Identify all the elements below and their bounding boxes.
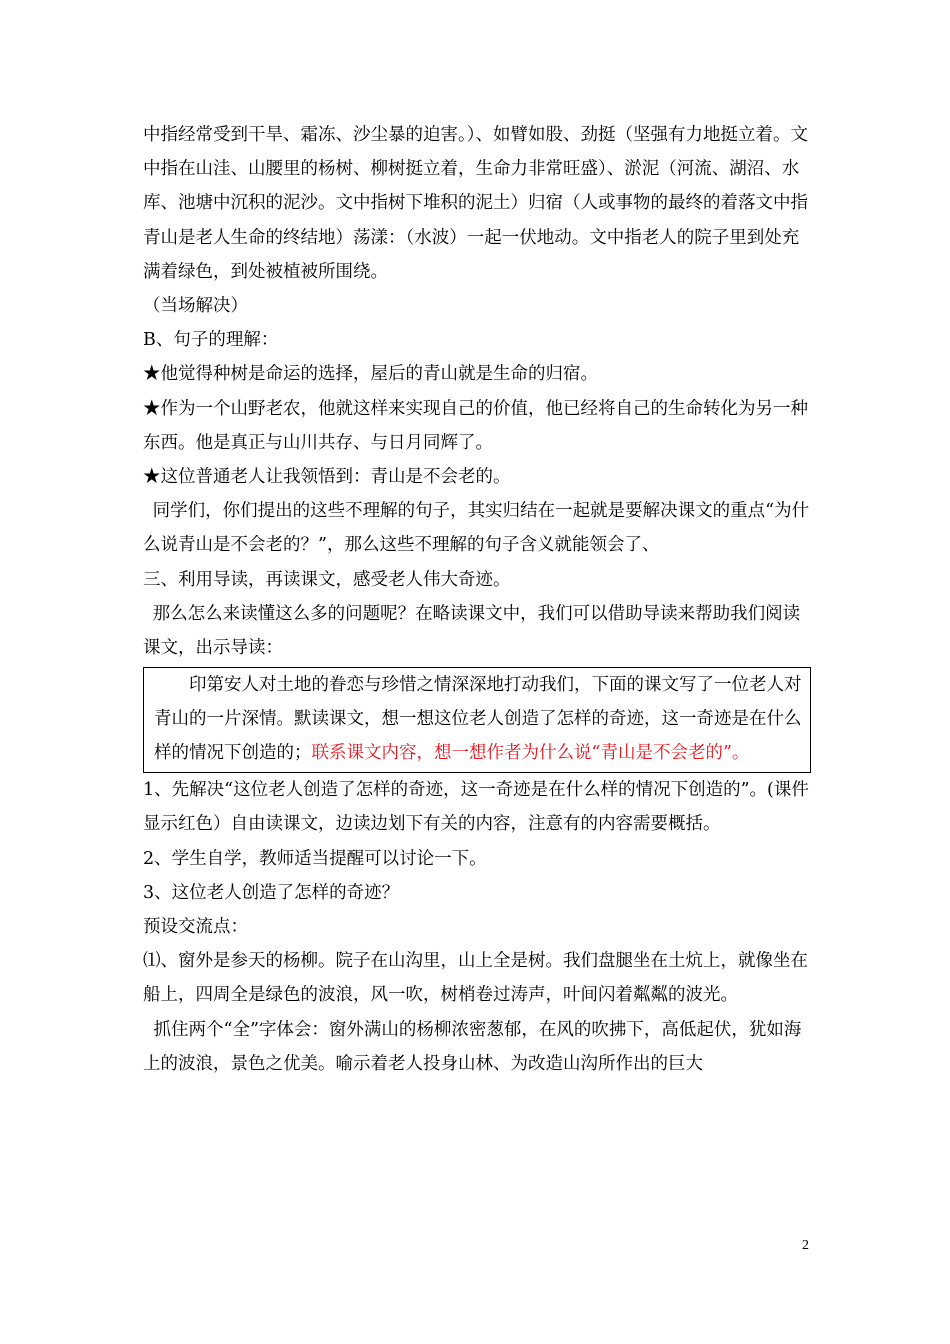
starred-sentence-1: ★他觉得种树是命运的选择，屋后的青山就是生命的归宿。 — [143, 364, 598, 385]
reading-guide-text-red: 联系课文内容，想一想作者为什么说“青山是不会老的”。 — [311, 743, 750, 764]
starred-sentence-2: ★作为一个山野老农，他就这样来实现自己的价值，他已经将自己的生命转化为另一种东西。他是真正与山川共存、与日月同辉了。 — [143, 398, 808, 453]
heading-sentence-understanding: B、句子的理解： — [143, 330, 279, 351]
step-3: 3、这位老人创造了怎样的奇迹？ — [143, 882, 400, 903]
paragraph-analysis: 抓住两个“全”字体会：窗外满山的杨柳浓密葱郁，在风的吹拂下，高低起伏，犹如海上的波浪，景色之优美。喻示着老人投身山林、为改造山沟所作出的巨大 — [143, 1019, 802, 1074]
starred-sentence-3: ★这位普通老人让我领悟到：青山是不会老的。 — [143, 467, 511, 488]
page-number: 2 — [802, 1238, 809, 1253]
step-2: 2、学生自学，教师适当提醒可以讨论一下。 — [143, 848, 487, 869]
step-1: 1、先解决“这位老人创造了怎样的奇迹，这一奇迹是在什么样的情况下创造的”。(课件显示红色）自由读课文，边读边划下有关的内容，注意有的内容需要概括。 — [143, 780, 809, 835]
page-content — [143, 118, 815, 1081]
preset-discussion-label: 预设交流点： — [143, 917, 248, 938]
reading-guide-text-black: 印第安人对土地的眷恋与珍惜之情深深地打动我们，下面的课文写了一位老人对青山的一片深情。默读课文，想一想这位老人创造了怎样的奇迹，这一奇迹是在什么样的情况下创造的； — [154, 675, 802, 764]
paragraph-guide-intro: 那么怎么来读懂这么多的问题呢？在略读课文中，我们可以借助导读来帮助我们阅读课文，出示导读： — [143, 603, 801, 659]
heading-section-three: 三、利用导读，再读课文，感受老人伟大奇迹。 — [143, 569, 511, 590]
paragraph-students-question: 同学们，你们提出的这些不理解的句子，其实归结在一起就是要解决课文的重点“为什么说青山是不会老的？”，那么这些不理解的句子含义就能领会了、 — [143, 501, 810, 556]
discussion-point-1: ⑴、窗外是参天的杨柳。院子在山沟里，山上全是树。我们盘腿坐在土炕上，就像坐在船上，四周全是绿色的波浪，风一吹，树梢卷过涛声，叶间闪着粼粼的波光。 — [143, 951, 808, 1006]
paragraph-vocabulary-notes: 中指经常受到干旱、霜冻、沙尘暴的迫害。）、如臂如股、劲挺（坚强有力地挺立着。文中指在山洼、山腰里的杨树、柳树挺立着，生命力非常旺盛）、淤泥（河流、湖沼、水库、池塘中沉积的泥沙。文中指树下堆积的泥土）归宿（人或事物的最终的着落文中指青山是老人生命的终结地）荡漾：（水波）一起一伏地动。文中指老人的院子里到处充满着绿色，到处被植被所围绕。 — [143, 125, 808, 282]
reading-guide-box — [143, 667, 811, 773]
paragraph-on-the-spot: （当场解决） — [143, 296, 248, 317]
reading-guide-text — [154, 668, 802, 770]
